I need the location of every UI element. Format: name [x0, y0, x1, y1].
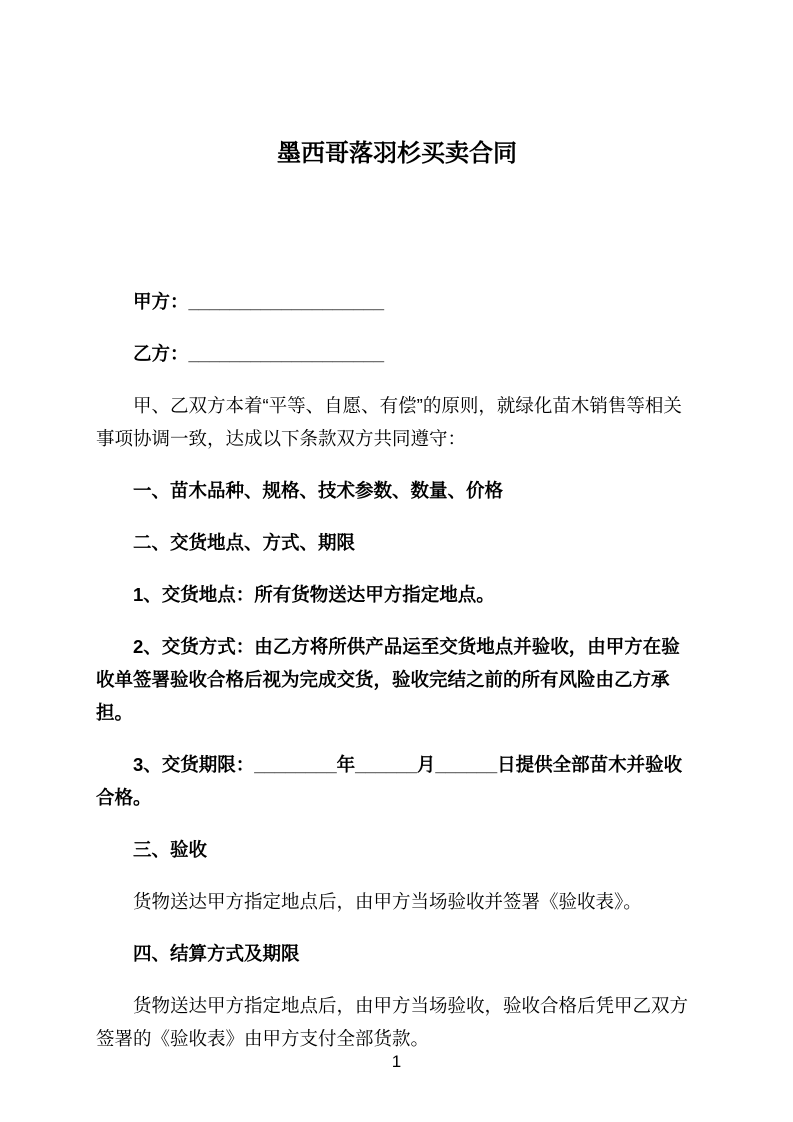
- clause-3-delivery-deadline: [96, 748, 698, 814]
- year-label: 年: [336, 754, 356, 775]
- month-label: 月: [416, 754, 436, 775]
- month-blank: ______: [355, 754, 417, 775]
- intro-paragraph: 甲、乙双方本着“平等、自愿、有偿”的原则，就绿化苗木销售等相关事项协调一致，达成以下条款双方共同遵守：: [96, 395, 682, 449]
- page-number: 1: [391, 1052, 402, 1071]
- section-4-paragraph: 货物送达甲方指定地点后，由甲方当场验收，验收合格后凭甲乙双方签署的《验收表》由甲方支付全部货款。: [96, 995, 689, 1049]
- party-a-line: [96, 285, 698, 318]
- day-blank: ______: [435, 754, 498, 775]
- clause-1-delivery-place: 1、交货地点：所有货物送达甲方指定地点。: [133, 584, 495, 605]
- party-a-label: 甲方：: [133, 291, 189, 312]
- party-a-blank: ___________________: [188, 291, 385, 312]
- section-3-paragraph: 货物送达甲方指定地点后，由甲方当场验收并签署《验收表》。: [133, 891, 642, 912]
- section-2-heading: 二、交货地点、方式、期限: [133, 532, 356, 553]
- year-blank: ________: [254, 754, 337, 775]
- clause-3-prefix: 3、交货期限：: [133, 754, 255, 775]
- clause-2-delivery-method: 2、交货方式：由乙方将所供产品运至交货地点并验收，由甲方在验收单签署验收合格后视为完成交货，验收完结之前的所有风险由乙方承担。: [96, 636, 680, 723]
- party-b-blank: ___________________: [188, 343, 385, 364]
- party-b-line: [96, 337, 698, 370]
- section-4-heading: 四、结算方式及期限: [133, 943, 300, 964]
- section-1-heading: 一、苗木品种、规格、技术参数、数量、价格: [133, 480, 504, 501]
- document-title: 墨西哥落羽杉买卖合同: [277, 140, 517, 167]
- section-3-heading: 三、验收: [133, 839, 208, 860]
- clause-3-suffix: 日提供全部苗木并验收合格。: [96, 754, 683, 808]
- party-b-label: 乙方：: [133, 343, 189, 364]
